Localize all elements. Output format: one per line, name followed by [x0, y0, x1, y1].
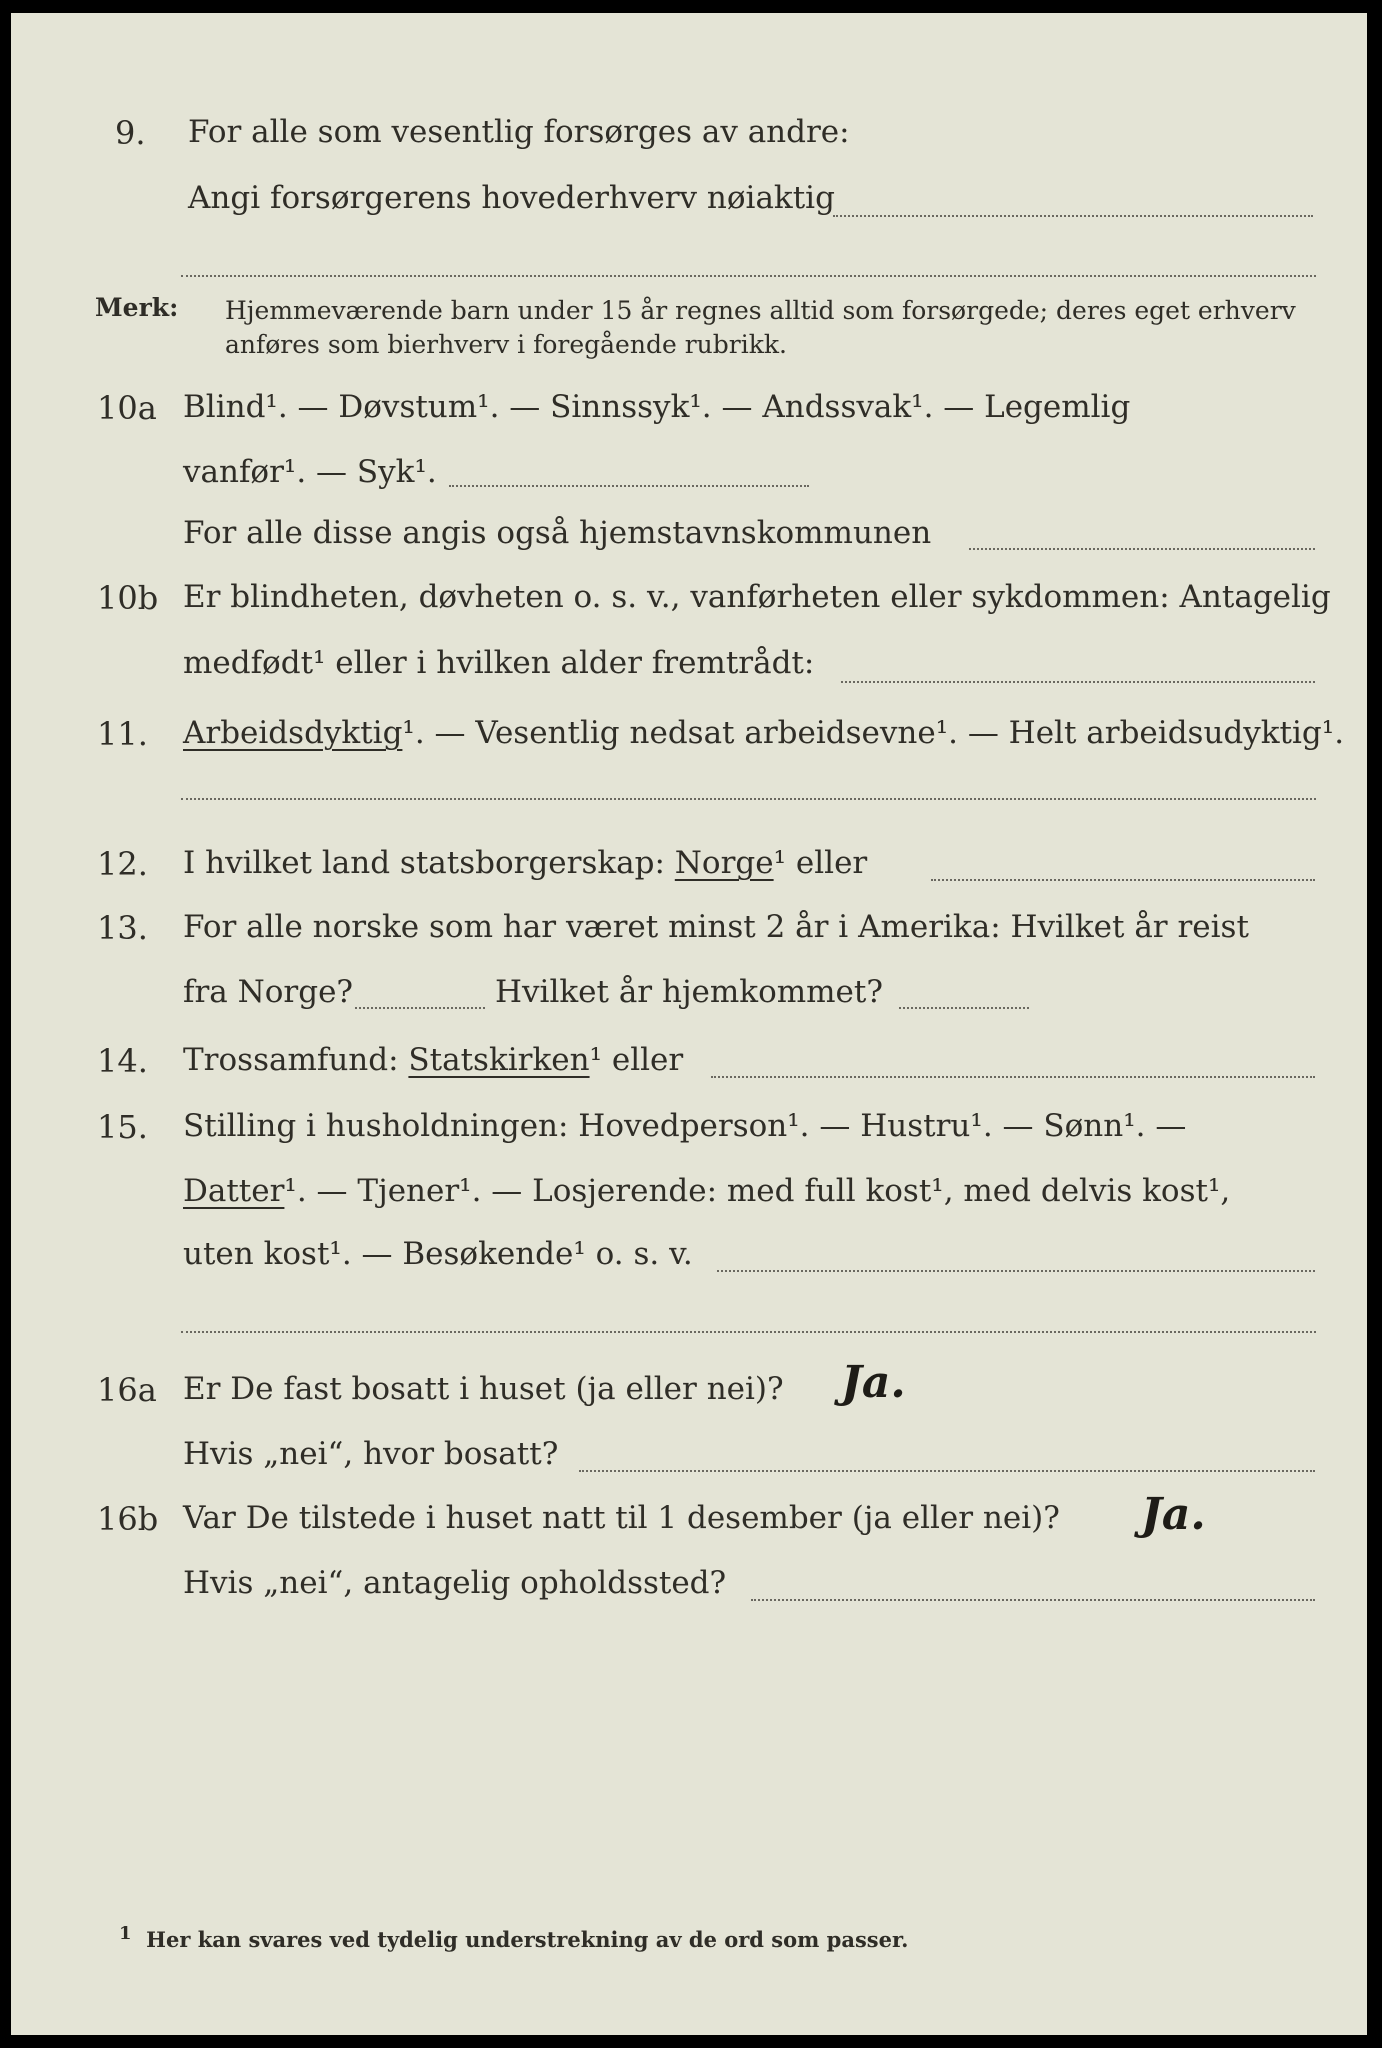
q16a-handwritten-answer[interactable]: Ja. — [841, 1357, 906, 1408]
q10b-line2: medfødt¹ eller i hvilken alder fremtrådt: — [183, 645, 815, 681]
q12-answer-field[interactable] — [931, 879, 1315, 881]
q13-year-left-field[interactable] — [355, 1007, 485, 1009]
q15-answer-field[interactable] — [717, 1270, 1315, 1272]
q16b-number: 16b — [97, 1500, 159, 1538]
q14-number: 14. — [97, 1042, 148, 1080]
q10a-line3: For alle disse angis også hjemstavnskommunen — [183, 515, 932, 551]
q16b-line1: Var De tilstede i huset natt til 1 desember (ja eller nei)? — [183, 1500, 1060, 1536]
q14-statskirken-underlined: Statskirken — [408, 1042, 590, 1078]
q15-line3: uten kost¹. — Besøkende¹ o. s. v. — [183, 1236, 693, 1272]
census-form-page — [11, 13, 1367, 2035]
q9-number: 9. — [115, 114, 146, 152]
q10b-answer-field[interactable] — [841, 681, 1315, 683]
q15-datter-underlined: Datter — [183, 1173, 285, 1209]
q12-text — [183, 845, 867, 881]
merk-label: Merk: — [95, 293, 179, 322]
q10a-line2: vanfør¹. — Syk¹. — [183, 454, 437, 490]
q11-text — [183, 715, 1344, 751]
q12-suffix: ¹ eller — [773, 845, 868, 881]
q12-number: 12. — [97, 845, 148, 883]
q10b-number: 10b — [97, 579, 159, 617]
merk-line1: Hjemmeværende barn under 15 år regnes alltid som forsørgede; deres eget erhverv — [225, 296, 1296, 325]
q12-norge-underlined: Norge — [674, 845, 774, 881]
q16b-handwritten-answer[interactable]: Ja. — [1141, 1489, 1206, 1540]
q9-line1: For alle som vesentlig forsørges av andre: — [188, 114, 850, 150]
q9-answer-field[interactable] — [833, 215, 1313, 217]
q9-answer-field-2[interactable] — [181, 275, 1316, 277]
q15-line1: Stilling i husholdningen: Hovedperson¹. — Hustru¹. — Sønn¹. — — [183, 1108, 1187, 1144]
q11-arbeidsdyktig-underlined: Arbeidsdyktig — [183, 715, 403, 751]
q11-rest: ¹. — Vesentlig nedsat arbeidsevne¹. — Helt arbeidsudyktig¹. — [402, 715, 1345, 751]
q16a-answer-field[interactable] — [579, 1470, 1315, 1472]
q10a-home-municipality-field[interactable] — [969, 548, 1315, 550]
q14-prefix: Trossamfund: — [183, 1042, 399, 1078]
q10a-number: 10a — [97, 389, 157, 427]
q12-prefix: I hvilket land statsborgerskap: — [183, 845, 665, 881]
q14-answer-field[interactable] — [711, 1076, 1315, 1078]
q13-line1: For alle norske som har været minst 2 år i Amerika: Hvilket år reist — [183, 909, 1249, 945]
q15-answer-field-2[interactable] — [181, 1331, 1316, 1333]
q10b-line1: Er blindheten, døvheten o. s. v., vanførheten eller sykdommen: Antagelig — [183, 579, 1331, 615]
q16a-line2: Hvis „nei“, hvor bosatt? — [183, 1436, 559, 1472]
q11-answer-field[interactable] — [181, 798, 1316, 800]
q16b-answer-field[interactable] — [751, 1599, 1315, 1601]
q13-line2b: Hvilket år hjemkommet? — [495, 974, 883, 1010]
q15-line2-rest: ¹. — Tjener¹. — Losjerende: med full kost¹, med delvis kost¹, — [284, 1173, 1231, 1209]
footnote-text: Her kan svares ved tydelig understrekning av de ord som passer. — [146, 1927, 909, 1952]
q13-number: 13. — [97, 909, 148, 947]
q16a-line1: Er De fast bosatt i huset (ja eller nei)? — [183, 1371, 784, 1407]
q11-number: 11. — [97, 715, 148, 753]
q14-suffix: ¹ eller — [589, 1042, 684, 1078]
q15-line2 — [183, 1173, 1230, 1209]
q13-line2a: fra Norge? — [183, 974, 354, 1010]
q14-text — [183, 1042, 683, 1078]
footnote-mark: 1 — [119, 1923, 132, 1944]
q13-year-returned-field[interactable] — [899, 1007, 1029, 1009]
q16b-line2: Hvis „nei“, antagelig opholdssted? — [183, 1565, 727, 1601]
q10a-answer-field[interactable] — [449, 485, 809, 487]
q16a-number: 16a — [97, 1371, 157, 1409]
footnote — [119, 1923, 909, 1952]
merk-line2: anføres som bierhverv i foregående rubrikk. — [225, 330, 787, 359]
q10a-line1: Blind¹. — Døvstum¹. — Sinnssyk¹. — Andssvak¹. — Legemlig — [183, 389, 1131, 425]
q15-number: 15. — [97, 1108, 148, 1146]
q9-line2: Angi forsørgerens hovederhverv nøiaktig — [188, 180, 835, 216]
